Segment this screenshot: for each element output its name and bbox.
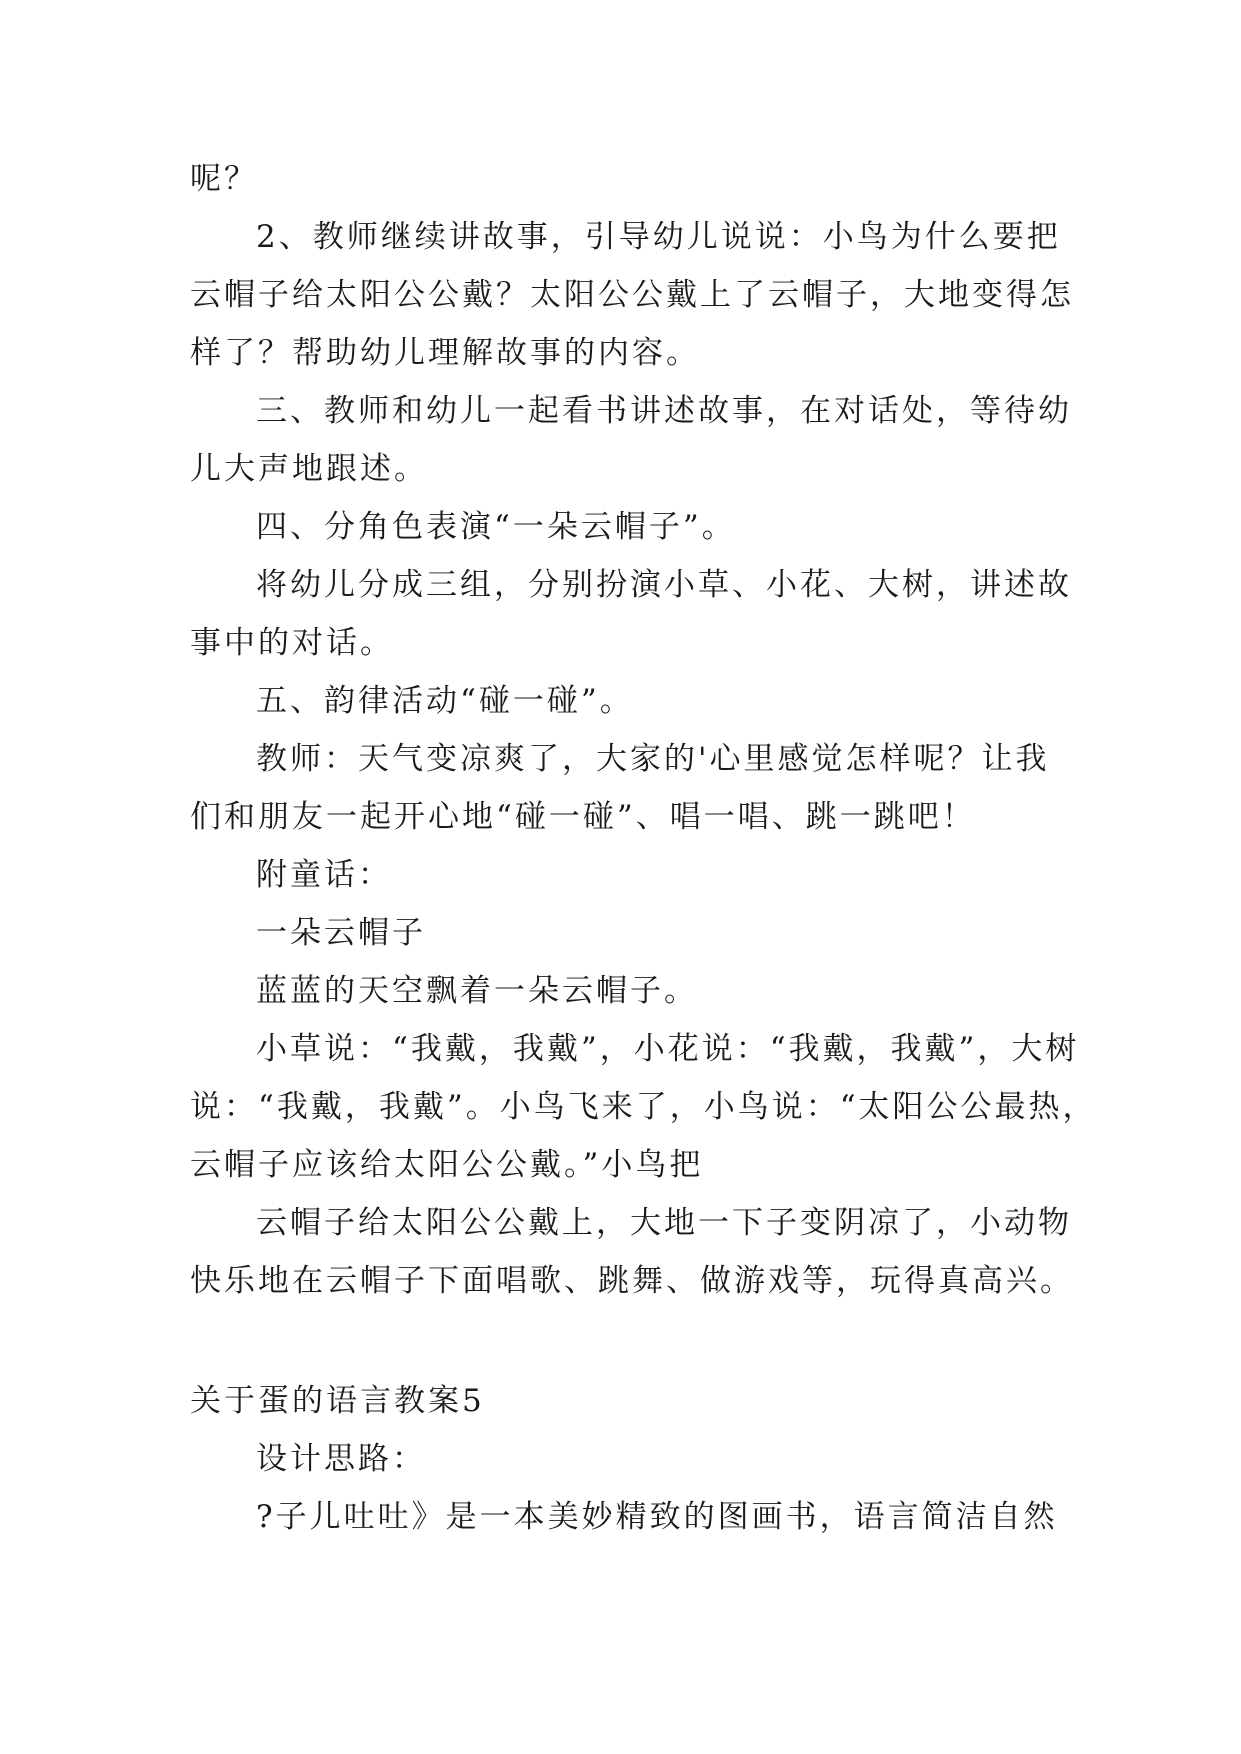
text-line: 一朵云帽子	[256, 915, 426, 951]
text-line: 们和朋友一起开心地“碰一碰”、唱一唱、跳一跳吧！	[190, 799, 976, 835]
text-line: 将幼儿分成三组，分别扮演小草、小花、大树，讲述故	[256, 567, 1072, 603]
text-line: 五、韵律活动“碰一碰”。	[256, 683, 634, 719]
text-line: 教师：天气变凉爽了，大家的'心里感觉怎样呢？让我	[256, 741, 1050, 777]
text-line: 关于蛋的语言教案5	[190, 1383, 485, 1419]
story-section	[190, 150, 1097, 1310]
text-line: 三、教师和幼儿一起看书讲述故事，在对话处，等待幼	[256, 393, 1072, 429]
text-line: 云帽子给太阳公公戴？太阳公公戴上了云帽子，大地变得怎	[190, 277, 1074, 313]
text-line: 四、分角色表演“一朵云帽子”。	[256, 509, 736, 545]
text-line: 设计思路：	[256, 1441, 426, 1477]
text-line: 快乐地在云帽子下面唱歌、跳舞、做游戏等，玩得真高兴。	[190, 1263, 1074, 1299]
text-line: 云帽子给太阳公公戴上，大地一下子变阴凉了，小动物	[256, 1205, 1072, 1241]
text-line: 说：“我戴，我戴”。小鸟飞来了，小鸟说：“太阳公公最热，	[190, 1089, 1097, 1125]
lesson-plan-section	[190, 1372, 1060, 1546]
section-spacer	[190, 1310, 1060, 1372]
text-line: 云帽子应该给太阳公公戴。”小鸟把	[190, 1147, 704, 1183]
text-line: 2、教师继续讲故事，引导幼儿说说：小鸟为什么要把	[256, 219, 1061, 255]
text-line: 蓝蓝的天空飘着一朵云帽子。	[256, 973, 698, 1009]
text-line: 事中的对话。	[190, 625, 394, 661]
text-line: 附童话：	[256, 857, 392, 893]
text-line: 小草说：“我戴，我戴”，小花说：“我戴，我戴”，大树	[256, 1031, 1080, 1067]
document-body	[190, 150, 1097, 1546]
text-line: 样了？帮助幼儿理解故事的内容。	[190, 335, 700, 371]
text-line: 呢？	[190, 161, 258, 197]
text-line: 儿大声地跟述。	[190, 451, 428, 487]
text-line: ?子儿吐吐》是一本美妙精致的图画书，语言简洁自然	[256, 1499, 1058, 1535]
